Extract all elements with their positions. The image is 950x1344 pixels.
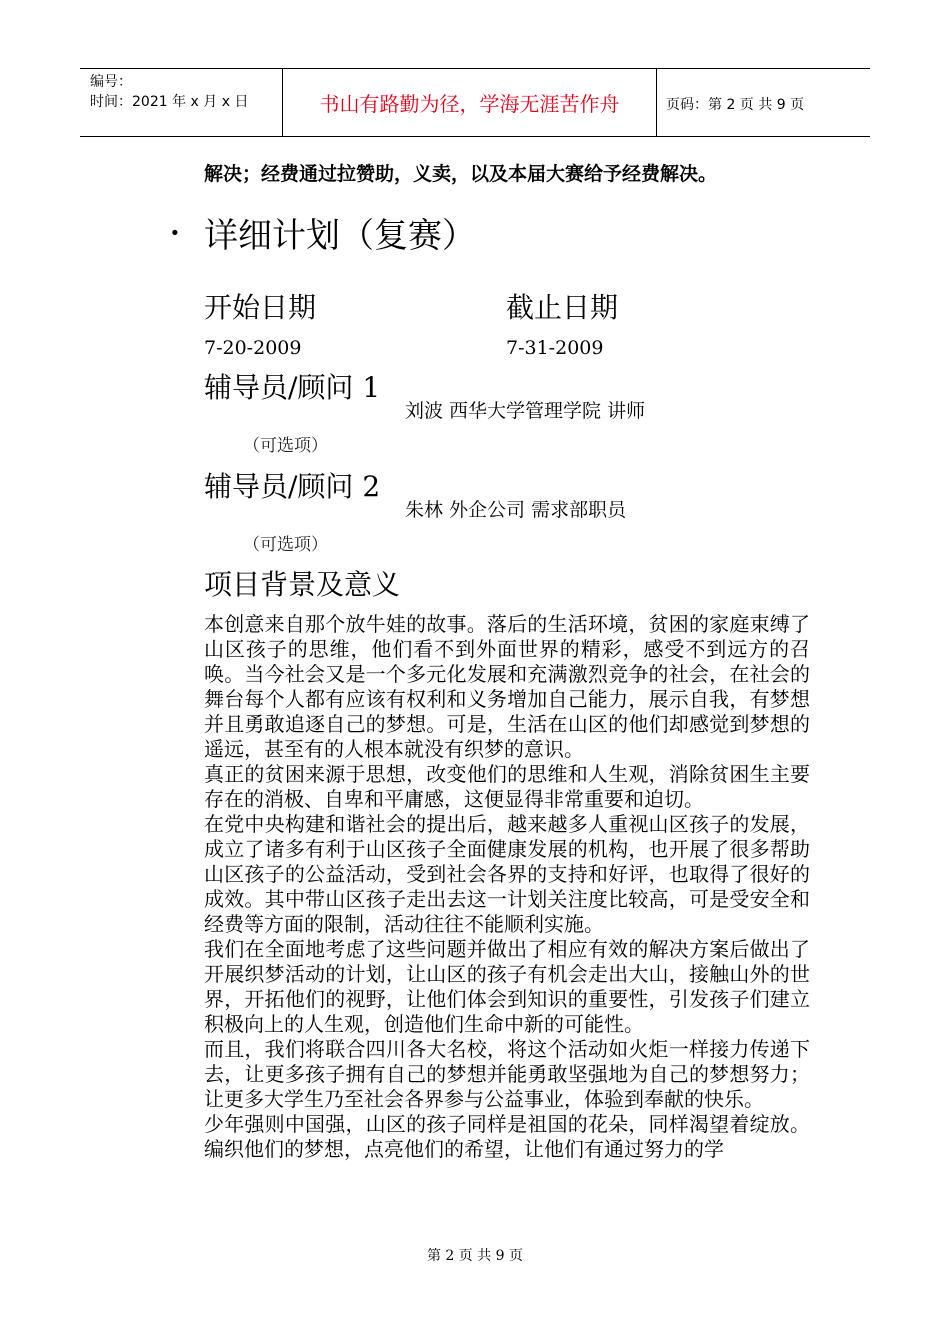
background-title: 项目背景及意义	[204, 568, 401, 601]
advisor2-value: 朱林 外企公司 需求部职员	[405, 499, 627, 521]
end-date-label: 截止日期	[506, 291, 619, 324]
paragraph: 真正的贫困来源于思想，改变他们的思维和人生观，消除贫困生主要存在的消极、自卑和平庸感，这便显得非常重要和迫切。	[204, 762, 810, 811]
section-title: 详细计划（复赛）	[204, 216, 476, 256]
header-page-cell	[656, 69, 870, 136]
document-number: 编号：	[90, 74, 132, 90]
advisor1-label: 辅导员/顾问 1	[204, 371, 381, 404]
paragraph: 本创意来自那个放牛娃的故事。落后的生活环境，贫困的家庭束缚了山区孩子的思维，他们看不到外面世界的精彩，感受不到远方的召唤。当今社会又是一个多元化发展和充满激烈竞争的社会，在社会的舞台每个人都有应该有权利和义务增加自己能力，展示自我，有梦想并且勇敢追逐自己的梦想。可是，生活在山区的他们却感觉到梦想的遥远，甚至有的人根本就没有织梦的意识。	[204, 612, 810, 761]
header-page-number: 页码：第 2 页 共 9 页	[666, 97, 805, 113]
background-body	[204, 612, 810, 1162]
page-header	[80, 68, 870, 137]
bullet-icon: ·	[170, 216, 180, 249]
start-date-label: 开始日期	[204, 291, 317, 324]
motto: 书山有路勤为径，学海无涯苦作舟	[319, 92, 620, 116]
document-date: 时间：2021 年 x 月 x 日	[90, 94, 249, 110]
advisor2-optional: （可选项）	[243, 535, 328, 555]
header-info-cell	[80, 69, 282, 136]
advisor1-value: 刘波 西华大学管理学院 讲师	[405, 400, 646, 422]
advisor1-optional: （可选项）	[243, 436, 328, 456]
end-date-value: 7-31-2009	[506, 337, 604, 359]
paragraph: 在党中央构建和谐社会的提出后，越来越多人重视山区孩子的发展，成立了诸多有利于山区孩子全面健康发展的机构，也开展了很多帮助山区孩子的公益活动，受到社会各界的支持和好评，也取得了很好的成效。其中带山区孩子走出去这一计划关注度比较高，可是受安全和经费等方面的限制，活动往往不能顺利实施。	[204, 812, 810, 936]
page-footer: 第 2 页 共 9 页	[426, 1248, 524, 1264]
header-motto-cell	[282, 69, 657, 136]
paragraph: 而且，我们将联合四川各大名校，将这个活动如火炬一样接力传递下去，让更多孩子拥有自己的梦想并能勇敢坚强地为自己的梦想努力；让更多大学生乃至社会各界参与公益事业，体验到奉献的快乐。	[204, 1037, 810, 1111]
paragraph: 少年强则中国强，山区的孩子同样是祖国的花朵，同样渴望着绽放。编织他们的梦想，点亮他们的希望，让他们有通过努力的学	[204, 1112, 810, 1161]
advisor2-label: 辅导员/顾问 2	[204, 470, 381, 503]
paragraph: 我们在全面地考虑了这些问题并做出了相应有效的解决方案后做出了开展织梦活动的计划，让山区的孩子有机会走出大山，接触山外的世界，开拓他们的视野，让他们体会到知识的重要性，引发孩子们建立积极向上的人生观，创造他们生命中新的可能性。	[204, 937, 810, 1036]
start-date-value: 7-20-2009	[204, 337, 302, 359]
intro-line: 解决；经费通过拉赞助，义卖，以及本届大赛给予经费解决。	[204, 163, 718, 185]
